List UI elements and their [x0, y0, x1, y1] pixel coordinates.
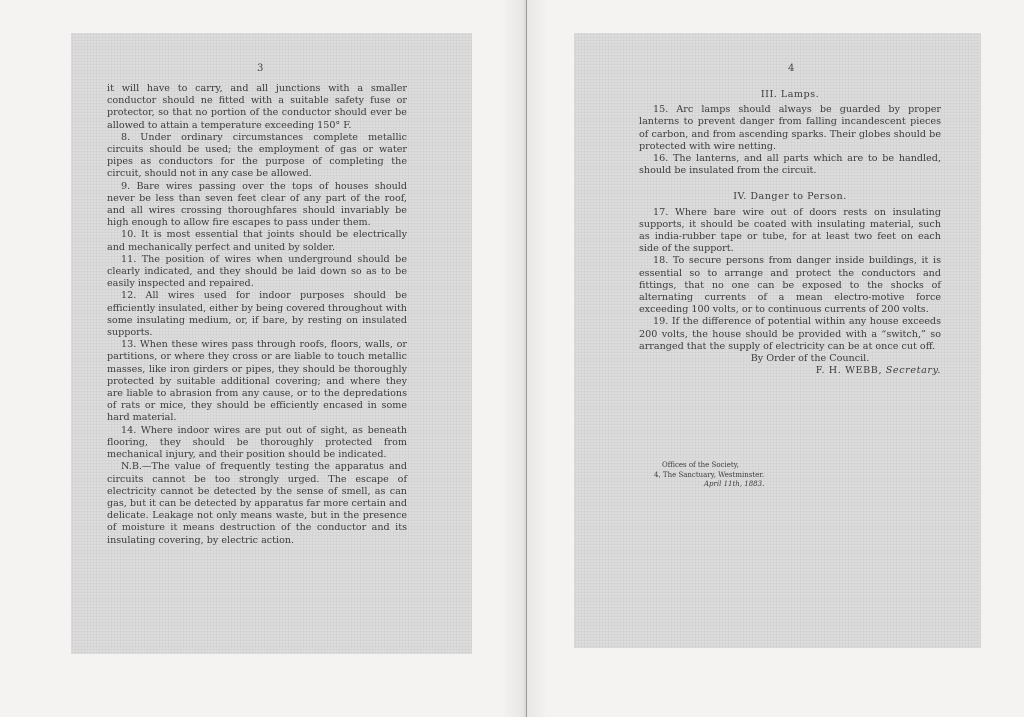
- paragraph: 19. If the difference of potential within any house exceeds 200 volts, the house should be provided with a “switch,” so arranged that the supply of electricity can be at once cut off.: [639, 316, 941, 352]
- book-gutter: [505, 0, 545, 717]
- paragraph: 17. Where bare wire out of doors rests on insulating supports, it should be coated with insulating material, such as india-rubber tape or tube, for at least two feet on each side of the support.: [639, 206, 941, 255]
- paragraph: 9. Bare wires passing over the tops of houses should never be less than seven feet clear of any part of the roof, and all wires crossing thoroughfares should invariably be high enough to allow fire escapes to pass under them.: [107, 180, 407, 229]
- paragraph: 13. When these wires pass through roofs, floors, walls, or partitions, or where they cross or are liable to touch metallic masses, like iron girders or pipes, they should be thoroughly protected by suitable additional covering; and where they are liable to abrasion from any cause, or to the depredations of rats or mice, they should be efficiently encased in some hard material.: [107, 339, 407, 424]
- section-heading: IV. Danger to Person.: [733, 191, 847, 203]
- paragraph: 10. It is most essential that joints should be electrically and mechanically perfect and united by solder.: [107, 229, 407, 253]
- signature-title: Secretary.: [885, 365, 941, 377]
- right-page-body: [639, 89, 941, 377]
- gutter-fold-line: [526, 0, 527, 717]
- paragraph: 11. The position of wires when underground should be clearly indicated, and they should be laid down so as to be easily inspected and repaired.: [107, 253, 407, 290]
- paragraph: 12. All wires used for indoor purposes should be efficiently insulated, either by being covered throughout with some insulating medium, or, if bare, by resting on insulated supports.: [107, 290, 407, 339]
- right-page: [574, 33, 981, 648]
- paragraph: it will have to carry, and all junctions with a smaller conductor should ne fitted with a suitable safety fuse or protector, so that no portion of the conductor should ever be allowed to attain a temperature exceeding 150° F.: [107, 83, 407, 131]
- paragraph: 15. Arc lamps should always be guarded by proper lanterns to prevent danger from falling incandescent pieces of carbon, and from ascending sparks. Their globes should be protected with wire netting.: [639, 104, 941, 152]
- address-line: 4, The Sanctuary, Westminster.: [654, 470, 765, 479]
- signature-name: F. H. WEBB,: [815, 365, 883, 377]
- address-line: Offices of the Society,: [662, 461, 739, 469]
- signature: [639, 365, 941, 377]
- left-page: [71, 33, 472, 654]
- page-number: 4: [788, 63, 795, 74]
- paragraph: 8. Under ordinary circumstances complete metallic circuits should be used; the employment of gas or water pipes as conductors for the purpose of completing the circuit, should not in any case be allowed.: [107, 131, 407, 180]
- section-heading: III. Lamps.: [760, 89, 820, 100]
- paragraph: 16. The lanterns, and all parts which are to be handled, should be insulated from the circuit.: [639, 153, 941, 177]
- paragraph: 18. To secure persons from danger inside buildings, it is essential so to arrange and protect the conductors and fittings, that no one can be exposed to the shocks of alternating currents of a mean electro-motive force exceeding 100 volts, or to continuous currents of 200 volts.: [639, 255, 941, 316]
- page-number: 3: [257, 63, 264, 74]
- left-page-body: [107, 83, 407, 547]
- order-line: By Order of the Council.: [750, 353, 870, 365]
- office-address: [654, 461, 764, 490]
- address-date: April 11th, 1883.: [704, 480, 765, 488]
- paragraph: N.B.—The value of frequently testing the apparatus and circuits cannot be too strongly urged. The escape of electricity cannot be detected by the sense of smell, as can gas, but it can be detected by apparatus far more certain and delicate. Leakage not only means waste, but in the presence of moisture it means destruction of the conductor and its insulating covering, by electric action.: [107, 461, 408, 546]
- paragraph: 14. Where indoor wires are put out of sight, as beneath flooring, they should be thoroughly protected from mechanical injury, and their position should be indicated.: [107, 424, 407, 461]
